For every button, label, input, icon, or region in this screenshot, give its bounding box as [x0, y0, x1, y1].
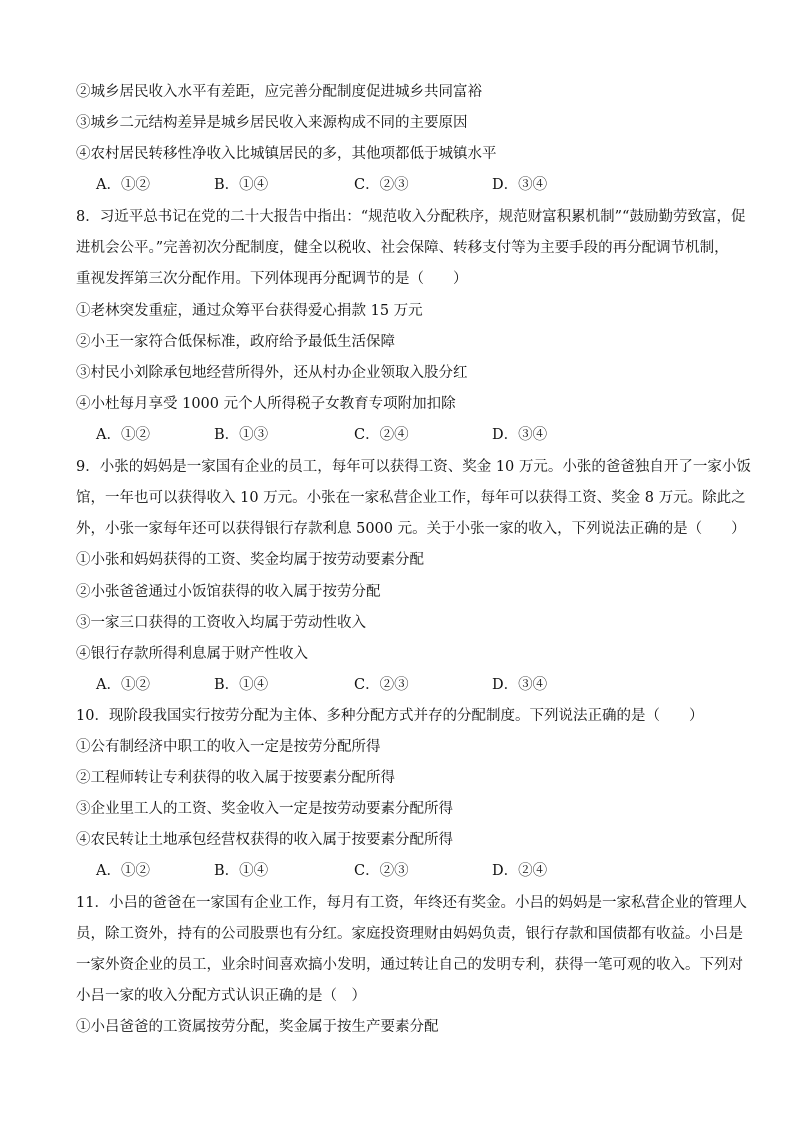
q7-option-a[interactable]: A．①②: [96, 177, 150, 193]
q7-item-2: ②城乡居民收入水平有差距，应完善分配制度促进城乡共同富裕: [76, 84, 482, 100]
q10-item-1: ①公有制经济中职工的收入一定是按劳分配所得: [76, 739, 381, 755]
q8-stem-line-1: 8．习近平总书记在党的二十大报告中指出：“规范收入分配秩序，规范财富积累机制”“鼓励勤劳致富，促: [76, 209, 746, 225]
q8-item-3: ③村民小刘除承包地经营所得外，还从村办企业领取入股分红: [76, 365, 468, 381]
q8-stem-line-2: 进机会公平。”完善初次分配制度，健全以税收、社会保障、转移支付等为主要手段的再分配调节机制，: [76, 240, 729, 256]
q8-option-d[interactable]: D．③④: [492, 427, 548, 443]
q9-item-2: ②小张爸爸通过小饭馆获得的收入属于按劳分配: [76, 584, 381, 600]
q10-option-c[interactable]: C．②③: [354, 863, 409, 879]
q11-stem-line-4: 小吕一家的收入分配方式认识正确的是（ ）: [76, 988, 366, 1004]
q8-item-4: ④小杜每月享受 1000 元个人所得税子女教育专项附加扣除: [76, 396, 456, 412]
q8-option-a[interactable]: A．①②: [96, 427, 150, 443]
q7-option-b[interactable]: B．①④: [214, 177, 269, 193]
q9-options: [96, 675, 696, 695]
q7-options: [96, 175, 696, 195]
q11-stem-line-3: 一家外资企业的员工，业余时间喜欢搞小发明，通过转让自己的发明专利，获得一笔可观的收入。下列对: [76, 957, 743, 973]
q8-stem-line-3: 重视发挥第三次分配作用。下列体现再分配调节的是（ ）: [76, 271, 468, 287]
q9-item-4: ④银行存款所得利息属于财产性收入: [76, 646, 308, 662]
q8-option-b[interactable]: B．①③: [214, 427, 269, 443]
q10-stem-line-1: 10．现阶段我国实行按劳分配为主体、多种分配方式并存的分配制度。下列说法正确的是（ ）: [76, 708, 704, 724]
q9-item-1: ①小张和妈妈获得的工资、奖金均属于按劳动要素分配: [76, 552, 424, 568]
q11-item-1: ①小吕爸爸的工资属按劳分配，奖金属于按生产要素分配: [76, 1019, 439, 1035]
q8-option-c[interactable]: C．②④: [354, 427, 409, 443]
q10-item-3: ③企业里工人的工资、奖金收入一定是按劳动要素分配所得: [76, 801, 453, 817]
q10-item-4: ④农民转让土地承包经营权获得的收入属于按要素分配所得: [76, 832, 453, 848]
q8-item-1: ①老林突发重症，通过众筹平台获得爱心捐款 15 万元: [76, 303, 423, 319]
q11-stem-line-1: 11．小吕的爸爸在一家国有企业工作，每月有工资，年终还有奖金。小吕的妈妈是一家私营企业的管理人: [76, 895, 747, 911]
q7-option-d[interactable]: D．③④: [492, 177, 548, 193]
q9-option-c[interactable]: C．②③: [354, 677, 409, 693]
q9-option-b[interactable]: B．①④: [214, 677, 269, 693]
q10-option-a[interactable]: A．①②: [96, 863, 150, 879]
q10-item-2: ②工程师转让专利获得的收入属于按要素分配所得: [76, 770, 395, 786]
q7-option-c[interactable]: C．②③: [354, 177, 409, 193]
q11-stem-line-2: 员，除工资外，持有的公司股票也有分红。家庭投资理财由妈妈负责，银行存款和国债都有收益。小吕是: [76, 926, 743, 942]
q9-option-d[interactable]: D．③④: [492, 677, 548, 693]
q9-stem-line-1: 9．小张的妈妈是一家国有企业的员工，每年可以获得工资、奖金 10 万元。小张的爸爸独自开了一家小饭: [76, 459, 751, 475]
q10-option-b[interactable]: B．①④: [214, 863, 269, 879]
q10-option-d[interactable]: D．②④: [492, 863, 548, 879]
q8-item-2: ②小王一家符合低保标准，政府给予最低生活保障: [76, 334, 395, 350]
q9-stem-line-2: 馆，一年也可以获得收入 10 万元。小张在一家私营企业工作，每年可以获得工资、奖金 8 万元。除此之: [76, 490, 746, 506]
q7-item-3: ③城乡二元结构差异是城乡居民收入来源构成不同的主要原因: [76, 115, 468, 131]
q7-item-4: ④农村居民转移性净收入比城镇居民的多，其他项都低于城镇水平: [76, 146, 497, 162]
q9-stem-line-3: 外，小张一家每年还可以获得银行存款利息 5000 元。关于小张一家的收入，下列说法正确的是（ ）: [76, 521, 746, 537]
q8-options: [96, 425, 696, 445]
q9-item-3: ③一家三口获得的工资收入均属于劳动性收入: [76, 615, 366, 631]
q10-options: [96, 861, 696, 881]
q9-option-a[interactable]: A．①②: [96, 677, 150, 693]
